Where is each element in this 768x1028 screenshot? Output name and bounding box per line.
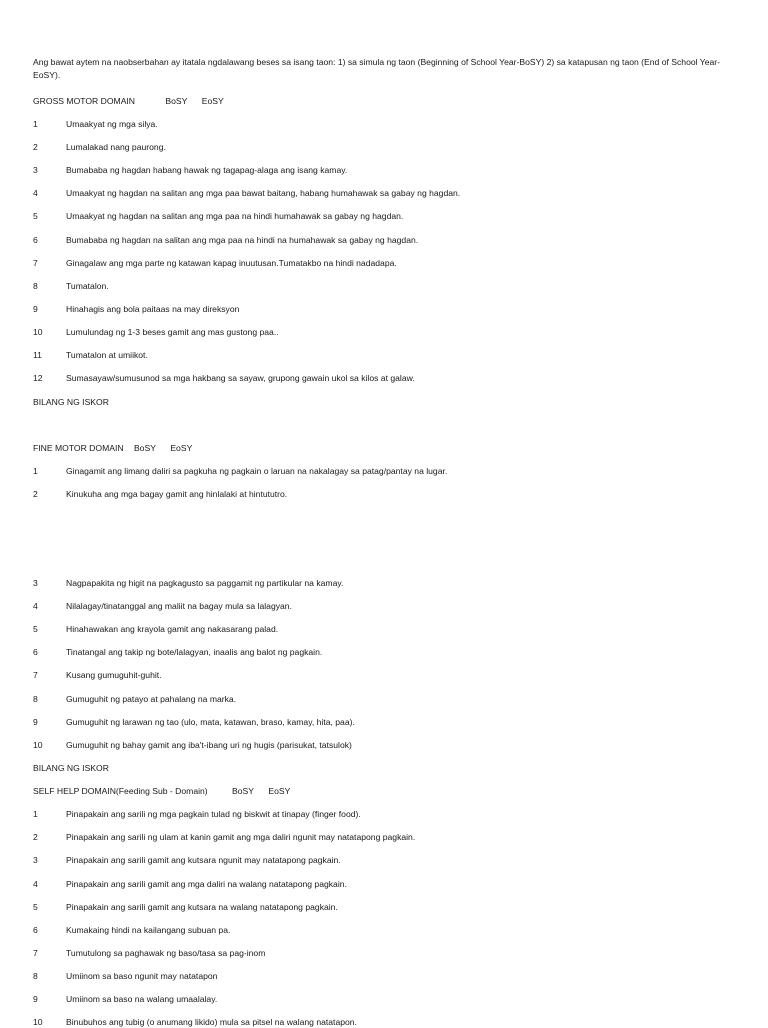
- list-item: 7 Kusang gumuguhit-guhit.: [33, 670, 162, 680]
- list-item: 7 Tumutulong sa paghawak ng baso/tasa sa pag-inom: [33, 948, 266, 958]
- fine-motor-bosy: BoSY: [133, 443, 156, 453]
- gross-motor-header: [33, 96, 224, 107]
- list-item: 9 Umiinom sa baso na walang umaalalay.: [33, 994, 218, 1004]
- list-item: 1 Pinapakain ang sarili ng mga pagkain tulad ng biskwit at tinapay (finger food).: [33, 809, 361, 819]
- list-item: 10 Gumuguhit ng bahay gamit ang iba't-ibang uri ng hugis (parisukat, tatsulok): [33, 740, 352, 750]
- list-item: 1 Ginagamit ang limang daliri sa pagkuha ng pagkain o laruan na nakalagay sa patag/pantay na lugar.: [33, 466, 448, 476]
- list-item: 2 Pinapakain ang sarili ng ulam at kanin gamit ang mga daliri ngunit may natatapong pagkain.: [33, 832, 416, 842]
- self-help-title: SELF HELP DOMAIN(Feeding Sub - Domain): [33, 786, 208, 796]
- list-item: 3 Nagpapakita ng higit na pagkagusto sa paggamit ng partikular na kamay.: [33, 578, 344, 588]
- list-item: 8 Gumuguhit ng patayo at pahalang na marka.: [33, 694, 237, 704]
- list-item: 5 Umaakyat ng hagdan na salitan ang mga paa na hindi humahawak sa gabay ng hagdan.: [33, 211, 404, 221]
- gross-motor-score-label: BILANG NG ISKOR: [33, 397, 109, 407]
- list-item: 4 Umaakyat ng hagdan na salitan ang mga paa bawat baitang, habang humahawak sa gabay ng hagdan.: [33, 188, 461, 198]
- list-item: 3 Pinapakain ang sarili gamit ang kutsara ngunit may natatapong pagkain.: [33, 855, 341, 865]
- fine-motor-score-label: BILANG NG ISKOR: [33, 763, 109, 773]
- gross-motor-eosy: EoSY: [201, 96, 224, 106]
- gross-motor-title: GROSS MOTOR DOMAIN: [33, 96, 136, 106]
- list-item: 7 Ginagalaw ang mga parte ng katawan kapag inuutusan.Tumatakbo na hindi nadadapa.: [33, 258, 397, 268]
- list-item: 5 Hinahawakan ang krayola gamit ang nakasarang palad.: [33, 624, 279, 634]
- list-item: 11 Tumatalon at umiikot.: [33, 350, 148, 360]
- list-item: 6 Bumababa ng hagdan na salitan ang mga paa na hindi na humahawak sa gabay ng hagdan.: [33, 235, 419, 245]
- list-item: 8 Umiinom sa baso ngunit may natatapon: [33, 971, 218, 981]
- list-item: 10 Lumulundag ng 1-3 beses gamit ang mas gustong paa..: [33, 327, 279, 337]
- list-item: 4 Nilalagay/tinatanggal ang maliit na bagay mula sa lalagyan.: [33, 601, 292, 611]
- list-item: 10 Binubuhos ang tubig (o anumang likido) mula sa pitsel na walang natatapon.: [33, 1017, 357, 1027]
- list-item: 8 Tumatalon.: [33, 281, 109, 291]
- gross-motor-bosy: BoSY: [165, 96, 188, 106]
- self-help-eosy: EoSY: [268, 786, 291, 796]
- fine-motor-eosy: EoSY: [170, 443, 193, 453]
- list-item: 6 Tinatangal ang takip ng bote/lalagyan, inaalis ang balot ng pagkain.: [33, 647, 323, 657]
- self-help-header: [33, 786, 290, 797]
- list-item: 3 Bumababa ng hagdan habang hawak ng tagapag-alaga ang isang kamay.: [33, 165, 348, 175]
- list-item: 2 Kinukuha ang mga bagay gamit ang hinlalaki at hintututro.: [33, 489, 288, 499]
- list-item: 2 Lumalakad nang paurong.: [33, 142, 166, 152]
- list-item: 12 Sumasayaw/sumusunod sa mga hakbang sa sayaw, grupong gawain ukol sa kilos at galaw.: [33, 373, 415, 383]
- list-item: 5 Pinapakain ang sarili gamit ang kutsara na walang natatapong pagkain.: [33, 902, 338, 912]
- list-item: 9 Hinahagis ang bola paitaas na may direksyon: [33, 304, 240, 314]
- fine-motor-title: FINE MOTOR DOMAIN: [33, 443, 124, 453]
- fine-motor-header: [33, 443, 192, 454]
- intro-paragraph: Ang bawat aytem na naobserbahan ay itatala ngdalawang beses sa isang taon: 1) sa simula ng taon (Beginning of School Year-BoSY) 2) sa katapusan ng taon (End of School Year-EoSY).: [33, 57, 721, 80]
- self-help-bosy: BoSY: [232, 786, 255, 796]
- list-item: 6 Kumakaing hindi na kailangang subuan pa.: [33, 925, 231, 935]
- list-item: 1 Umaakyat ng mga silya.: [33, 119, 158, 129]
- list-item: 9 Gumuguhit ng larawan ng tao (ulo, mata, katawan, braso, kamay, hita, paa).: [33, 717, 355, 727]
- list-item: 4 Pinapakain ang sarili gamit ang mga daliri na walang natatapong pagkain.: [33, 879, 347, 889]
